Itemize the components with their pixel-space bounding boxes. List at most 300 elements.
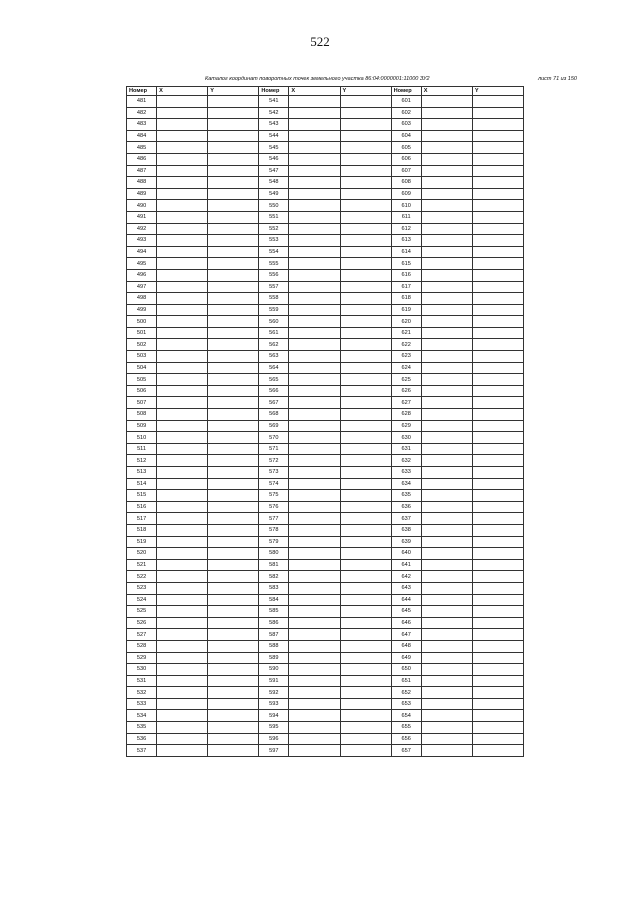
point-number: 636: [391, 501, 421, 513]
x-coordinate: [289, 432, 340, 444]
point-number: 631: [391, 443, 421, 455]
y-coordinate: [208, 281, 259, 293]
table-row: [127, 548, 524, 560]
x-coordinate: [157, 130, 208, 142]
y-coordinate: [208, 258, 259, 270]
x-coordinate: [289, 107, 340, 119]
x-coordinate: [157, 501, 208, 513]
header-row: [127, 87, 524, 96]
y-coordinate: [208, 409, 259, 421]
point-number: 495: [127, 258, 157, 270]
x-coordinate: [157, 397, 208, 409]
point-number: 517: [127, 513, 157, 525]
x-coordinate: [289, 293, 340, 305]
y-coordinate: [472, 571, 523, 583]
y-coordinate: [340, 385, 391, 397]
point-number: 572: [259, 455, 289, 467]
point-number: 588: [259, 640, 289, 652]
table-row: [127, 478, 524, 490]
x-coordinate: [157, 211, 208, 223]
point-number: 596: [259, 733, 289, 745]
y-coordinate: [340, 327, 391, 339]
header-y: Y: [340, 87, 391, 96]
point-number: 651: [391, 675, 421, 687]
x-coordinate: [289, 478, 340, 490]
point-number: 533: [127, 698, 157, 710]
x-coordinate: [157, 258, 208, 270]
y-coordinate: [472, 536, 523, 548]
y-coordinate: [208, 177, 259, 189]
y-coordinate: [340, 571, 391, 583]
table-row: [127, 385, 524, 397]
x-coordinate: [289, 374, 340, 386]
y-coordinate: [340, 536, 391, 548]
point-number: 487: [127, 165, 157, 177]
y-coordinate: [472, 235, 523, 247]
x-coordinate: [421, 246, 472, 258]
table-row: [127, 211, 524, 223]
x-coordinate: [421, 107, 472, 119]
y-coordinate: [472, 351, 523, 363]
table-row: [127, 640, 524, 652]
x-coordinate: [421, 664, 472, 676]
y-coordinate: [340, 687, 391, 699]
x-coordinate: [157, 606, 208, 618]
y-coordinate: [472, 548, 523, 560]
x-coordinate: [421, 351, 472, 363]
point-number: 628: [391, 409, 421, 421]
point-number: 626: [391, 385, 421, 397]
point-number: 527: [127, 629, 157, 641]
point-number: 566: [259, 385, 289, 397]
x-coordinate: [421, 327, 472, 339]
y-coordinate: [472, 698, 523, 710]
x-coordinate: [421, 640, 472, 652]
point-number: 654: [391, 710, 421, 722]
point-number: 605: [391, 142, 421, 154]
point-number: 535: [127, 722, 157, 734]
point-number: 562: [259, 339, 289, 351]
point-number: 494: [127, 246, 157, 258]
x-coordinate: [421, 617, 472, 629]
y-coordinate: [340, 200, 391, 212]
point-number: 493: [127, 235, 157, 247]
point-number: 498: [127, 293, 157, 305]
x-coordinate: [421, 582, 472, 594]
point-number: 568: [259, 409, 289, 421]
y-coordinate: [340, 524, 391, 536]
x-coordinate: [157, 142, 208, 154]
point-number: 507: [127, 397, 157, 409]
y-coordinate: [472, 478, 523, 490]
point-number: 515: [127, 490, 157, 502]
point-number: 550: [259, 200, 289, 212]
y-coordinate: [208, 443, 259, 455]
x-coordinate: [421, 258, 472, 270]
y-coordinate: [208, 119, 259, 131]
x-coordinate: [421, 594, 472, 606]
y-coordinate: [208, 374, 259, 386]
point-number: 648: [391, 640, 421, 652]
table-row: [127, 536, 524, 548]
y-coordinate: [472, 397, 523, 409]
y-coordinate: [208, 559, 259, 571]
point-number: 499: [127, 304, 157, 316]
y-coordinate: [208, 385, 259, 397]
x-coordinate: [289, 524, 340, 536]
y-coordinate: [208, 722, 259, 734]
point-number: 616: [391, 269, 421, 281]
x-coordinate: [421, 211, 472, 223]
y-coordinate: [208, 501, 259, 513]
x-coordinate: [421, 188, 472, 200]
y-coordinate: [472, 188, 523, 200]
x-coordinate: [157, 559, 208, 571]
point-number: 556: [259, 269, 289, 281]
y-coordinate: [208, 664, 259, 676]
point-number: 582: [259, 571, 289, 583]
point-number: 489: [127, 188, 157, 200]
x-coordinate: [289, 467, 340, 479]
x-coordinate: [289, 327, 340, 339]
y-coordinate: [340, 409, 391, 421]
point-number: 643: [391, 582, 421, 594]
point-number: 621: [391, 327, 421, 339]
y-coordinate: [340, 258, 391, 270]
x-coordinate: [421, 153, 472, 165]
table-row: [127, 281, 524, 293]
y-coordinate: [472, 443, 523, 455]
point-number: 642: [391, 571, 421, 583]
point-number: 603: [391, 119, 421, 131]
table-row: [127, 246, 524, 258]
x-coordinate: [421, 165, 472, 177]
x-coordinate: [421, 745, 472, 757]
x-coordinate: [157, 269, 208, 281]
y-coordinate: [208, 269, 259, 281]
x-coordinate: [289, 745, 340, 757]
x-coordinate: [421, 269, 472, 281]
table-row: [127, 664, 524, 676]
table-row: [127, 594, 524, 606]
point-number: 488: [127, 177, 157, 189]
y-coordinate: [208, 96, 259, 108]
x-coordinate: [289, 235, 340, 247]
x-coordinate: [289, 385, 340, 397]
x-coordinate: [157, 629, 208, 641]
point-number: 591: [259, 675, 289, 687]
x-coordinate: [157, 281, 208, 293]
point-number: 571: [259, 443, 289, 455]
y-coordinate: [208, 536, 259, 548]
x-coordinate: [421, 374, 472, 386]
x-coordinate: [289, 130, 340, 142]
point-number: 500: [127, 316, 157, 328]
x-coordinate: [289, 269, 340, 281]
x-coordinate: [421, 96, 472, 108]
x-coordinate: [421, 513, 472, 525]
y-coordinate: [340, 606, 391, 618]
x-coordinate: [421, 385, 472, 397]
x-coordinate: [157, 733, 208, 745]
point-number: 549: [259, 188, 289, 200]
point-number: 502: [127, 339, 157, 351]
point-number: 534: [127, 710, 157, 722]
x-coordinate: [421, 200, 472, 212]
x-coordinate: [421, 177, 472, 189]
table-row: [127, 524, 524, 536]
y-coordinate: [208, 733, 259, 745]
y-coordinate: [472, 304, 523, 316]
y-coordinate: [472, 316, 523, 328]
x-coordinate: [157, 490, 208, 502]
y-coordinate: [208, 548, 259, 560]
y-coordinate: [340, 513, 391, 525]
x-coordinate: [421, 606, 472, 618]
y-coordinate: [208, 745, 259, 757]
y-coordinate: [208, 582, 259, 594]
point-number: 640: [391, 548, 421, 560]
point-number: 575: [259, 490, 289, 502]
x-coordinate: [289, 536, 340, 548]
point-number: 639: [391, 536, 421, 548]
header-number: Номер: [127, 87, 157, 96]
x-coordinate: [289, 211, 340, 223]
x-coordinate: [157, 524, 208, 536]
x-coordinate: [421, 501, 472, 513]
point-number: 587: [259, 629, 289, 641]
y-coordinate: [208, 130, 259, 142]
x-coordinate: [421, 130, 472, 142]
x-coordinate: [157, 745, 208, 757]
x-coordinate: [289, 443, 340, 455]
point-number: 593: [259, 698, 289, 710]
point-number: 645: [391, 606, 421, 618]
point-number: 497: [127, 281, 157, 293]
y-coordinate: [472, 177, 523, 189]
y-coordinate: [340, 293, 391, 305]
table-body: [127, 96, 524, 757]
y-coordinate: [472, 501, 523, 513]
y-coordinate: [340, 107, 391, 119]
y-coordinate: [472, 293, 523, 305]
y-coordinate: [208, 710, 259, 722]
table-row: [127, 316, 524, 328]
y-coordinate: [208, 478, 259, 490]
point-number: 641: [391, 559, 421, 571]
point-number: 542: [259, 107, 289, 119]
point-number: 581: [259, 559, 289, 571]
x-coordinate: [157, 432, 208, 444]
coordinate-table: [126, 86, 524, 757]
y-coordinate: [472, 165, 523, 177]
point-number: 585: [259, 606, 289, 618]
y-coordinate: [340, 153, 391, 165]
x-coordinate: [157, 374, 208, 386]
x-coordinate: [421, 652, 472, 664]
x-coordinate: [421, 235, 472, 247]
y-coordinate: [472, 490, 523, 502]
table-row: [127, 443, 524, 455]
x-coordinate: [289, 513, 340, 525]
x-coordinate: [157, 536, 208, 548]
y-coordinate: [208, 153, 259, 165]
y-coordinate: [340, 455, 391, 467]
table-row: [127, 153, 524, 165]
point-number: 601: [391, 96, 421, 108]
y-coordinate: [208, 327, 259, 339]
x-coordinate: [157, 304, 208, 316]
y-coordinate: [472, 687, 523, 699]
table-row: [127, 617, 524, 629]
table-row: [127, 223, 524, 235]
y-coordinate: [472, 629, 523, 641]
point-number: 529: [127, 652, 157, 664]
table-row: [127, 304, 524, 316]
point-number: 481: [127, 96, 157, 108]
x-coordinate: [421, 490, 472, 502]
x-coordinate: [289, 571, 340, 583]
sheet-label: лист 71 из 150: [538, 76, 577, 82]
y-coordinate: [340, 235, 391, 247]
y-coordinate: [208, 490, 259, 502]
y-coordinate: [340, 698, 391, 710]
y-coordinate: [472, 432, 523, 444]
table-row: [127, 559, 524, 571]
y-coordinate: [472, 339, 523, 351]
table-row: [127, 687, 524, 699]
y-coordinate: [472, 223, 523, 235]
y-coordinate: [208, 339, 259, 351]
y-coordinate: [472, 664, 523, 676]
y-coordinate: [472, 281, 523, 293]
x-coordinate: [157, 571, 208, 583]
point-number: 519: [127, 536, 157, 548]
point-number: 597: [259, 745, 289, 757]
y-coordinate: [472, 617, 523, 629]
point-number: 506: [127, 385, 157, 397]
point-number: 635: [391, 490, 421, 502]
x-coordinate: [157, 687, 208, 699]
x-coordinate: [289, 652, 340, 664]
point-number: 508: [127, 409, 157, 421]
y-coordinate: [472, 258, 523, 270]
point-number: 609: [391, 188, 421, 200]
y-coordinate: [472, 524, 523, 536]
x-coordinate: [157, 455, 208, 467]
point-number: 532: [127, 687, 157, 699]
point-number: 558: [259, 293, 289, 305]
point-number: 560: [259, 316, 289, 328]
table-row: [127, 165, 524, 177]
table-row: [127, 142, 524, 154]
x-coordinate: [421, 467, 472, 479]
x-coordinate: [157, 478, 208, 490]
y-coordinate: [340, 165, 391, 177]
y-coordinate: [340, 443, 391, 455]
y-coordinate: [340, 594, 391, 606]
table-row: [127, 107, 524, 119]
x-coordinate: [157, 246, 208, 258]
table-row: [127, 397, 524, 409]
point-number: 490: [127, 200, 157, 212]
point-number: 547: [259, 165, 289, 177]
table-row: [127, 420, 524, 432]
y-coordinate: [208, 524, 259, 536]
x-coordinate: [289, 675, 340, 687]
y-coordinate: [340, 339, 391, 351]
catalog-caption: Каталог координат поворотных точек земельного участка 86:04:0000001:11000 ЗУ2: [205, 76, 430, 82]
x-coordinate: [289, 548, 340, 560]
point-number: 518: [127, 524, 157, 536]
table-row: [127, 675, 524, 687]
y-coordinate: [208, 640, 259, 652]
y-coordinate: [208, 235, 259, 247]
table-row: [127, 733, 524, 745]
x-coordinate: [421, 722, 472, 734]
y-coordinate: [340, 188, 391, 200]
x-coordinate: [421, 629, 472, 641]
x-coordinate: [157, 177, 208, 189]
point-number: 652: [391, 687, 421, 699]
x-coordinate: [289, 246, 340, 258]
point-number: 505: [127, 374, 157, 386]
y-coordinate: [208, 606, 259, 618]
x-coordinate: [157, 710, 208, 722]
x-coordinate: [157, 165, 208, 177]
table-row: [127, 606, 524, 618]
point-number: 512: [127, 455, 157, 467]
page-number: 522: [310, 34, 330, 49]
point-number: 580: [259, 548, 289, 560]
point-number: 482: [127, 107, 157, 119]
x-coordinate: [157, 351, 208, 363]
point-number: 523: [127, 582, 157, 594]
y-coordinate: [208, 698, 259, 710]
point-number: 634: [391, 478, 421, 490]
table-row: [127, 629, 524, 641]
x-coordinate: [289, 177, 340, 189]
y-coordinate: [472, 269, 523, 281]
table-row: [127, 374, 524, 386]
x-coordinate: [289, 339, 340, 351]
point-number: 536: [127, 733, 157, 745]
y-coordinate: [472, 722, 523, 734]
x-coordinate: [289, 223, 340, 235]
x-coordinate: [421, 675, 472, 687]
point-number: 612: [391, 223, 421, 235]
x-coordinate: [421, 710, 472, 722]
point-number: 552: [259, 223, 289, 235]
y-coordinate: [472, 327, 523, 339]
point-number: 483: [127, 119, 157, 131]
point-number: 522: [127, 571, 157, 583]
y-coordinate: [472, 130, 523, 142]
point-number: 638: [391, 524, 421, 536]
y-coordinate: [472, 119, 523, 131]
x-coordinate: [289, 640, 340, 652]
y-coordinate: [208, 629, 259, 641]
point-number: 511: [127, 443, 157, 455]
y-coordinate: [208, 142, 259, 154]
point-number: 657: [391, 745, 421, 757]
x-coordinate: [421, 571, 472, 583]
y-coordinate: [340, 710, 391, 722]
table-row: [127, 722, 524, 734]
x-coordinate: [421, 409, 472, 421]
point-number: 595: [259, 722, 289, 734]
y-coordinate: [340, 177, 391, 189]
